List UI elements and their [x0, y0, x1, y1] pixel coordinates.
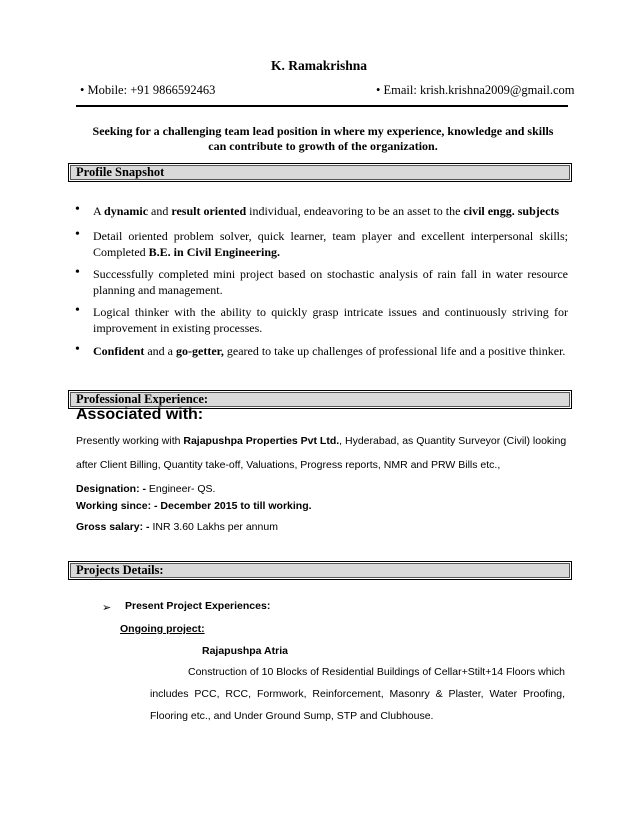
project-name: Rajapushpa Atria: [202, 645, 288, 657]
profile-bullet: • Detail oriented problem solver, quick learner, team player and excellent interpersonal skills; Completed B.E. in Civil Engineering.: [76, 228, 568, 260]
project-description-line: Construction of 10 Blocks of Residential Buildings of Cellar+Stilt+14 Floors which: [188, 666, 565, 678]
designation: Designation: - Engineer- QS.: [76, 483, 216, 495]
profile-bullet-list: [76, 228, 568, 260]
working-since: Working since: - December 2015 to till working.: [76, 500, 312, 512]
profile-bullet: • Confident and a go-getter, geared to take up challenges of professional life and a positive thinker.: [76, 343, 568, 359]
profile-bullet-list: [76, 304, 568, 336]
section-header-projects: [68, 561, 572, 580]
project-description-line: includes PCC, RCC, Formwork, Reinforcement, Masonry & Plaster, Water Proofing,: [150, 688, 565, 700]
profile-bullet-list: [76, 266, 568, 298]
arrow-bullet-icon: ➢: [102, 602, 112, 614]
gross-salary: Gross salary: - INR 3.60 Lakhs per annum: [76, 521, 278, 533]
profile-bullet: • Successfully completed mini project based on stochastic analysis of rain fall in water resource planning and management.: [76, 266, 568, 298]
candidate-name: K. Ramakrishna: [270, 58, 368, 73]
email-address: • Email: krish.krishna2009@gmail.com: [376, 83, 575, 97]
profile-bullet-list: [76, 343, 568, 359]
present-projects-heading: Present Project Experiences:: [125, 600, 271, 612]
ongoing-project-heading: Ongoing project:: [120, 623, 205, 635]
section-title: Professional Experience:: [76, 392, 209, 406]
header-divider: [76, 105, 568, 107]
career-objective: Seeking for a challenging team lead position in where my experience, knowledge and skills can contribute to growth of the organization.: [92, 124, 554, 153]
experience-line: Presently working with Rajapushpa Properties Pvt Ltd., Hyderabad, as Quantity Surveyor (Civil) looking: [76, 435, 567, 447]
project-description-line: Flooring etc., and Under Ground Sump, STP and Clubhouse.: [150, 710, 434, 722]
experience-line: after Client Billing, Quantity take-off, Valuations, Progress reports, NMR and PRW Bills etc.,: [76, 459, 501, 471]
section-title: Projects Details:: [76, 563, 164, 577]
section-title: Profile Snapshot: [76, 165, 165, 179]
profile-bullet: • A dynamic and result oriented individual, endeavoring to be an asset to the civil engg. subjects: [76, 203, 568, 219]
mobile-number: • Mobile: +91 9866592463: [80, 83, 216, 97]
profile-bullet: • Logical thinker with the ability to quickly grasp intricate issues and continuously striving for improvement in existing processes.: [76, 304, 568, 336]
section-header-profile: [68, 163, 572, 182]
associated-with-heading: Associated with:: [76, 406, 204, 423]
profile-bullet-list: [76, 203, 568, 219]
